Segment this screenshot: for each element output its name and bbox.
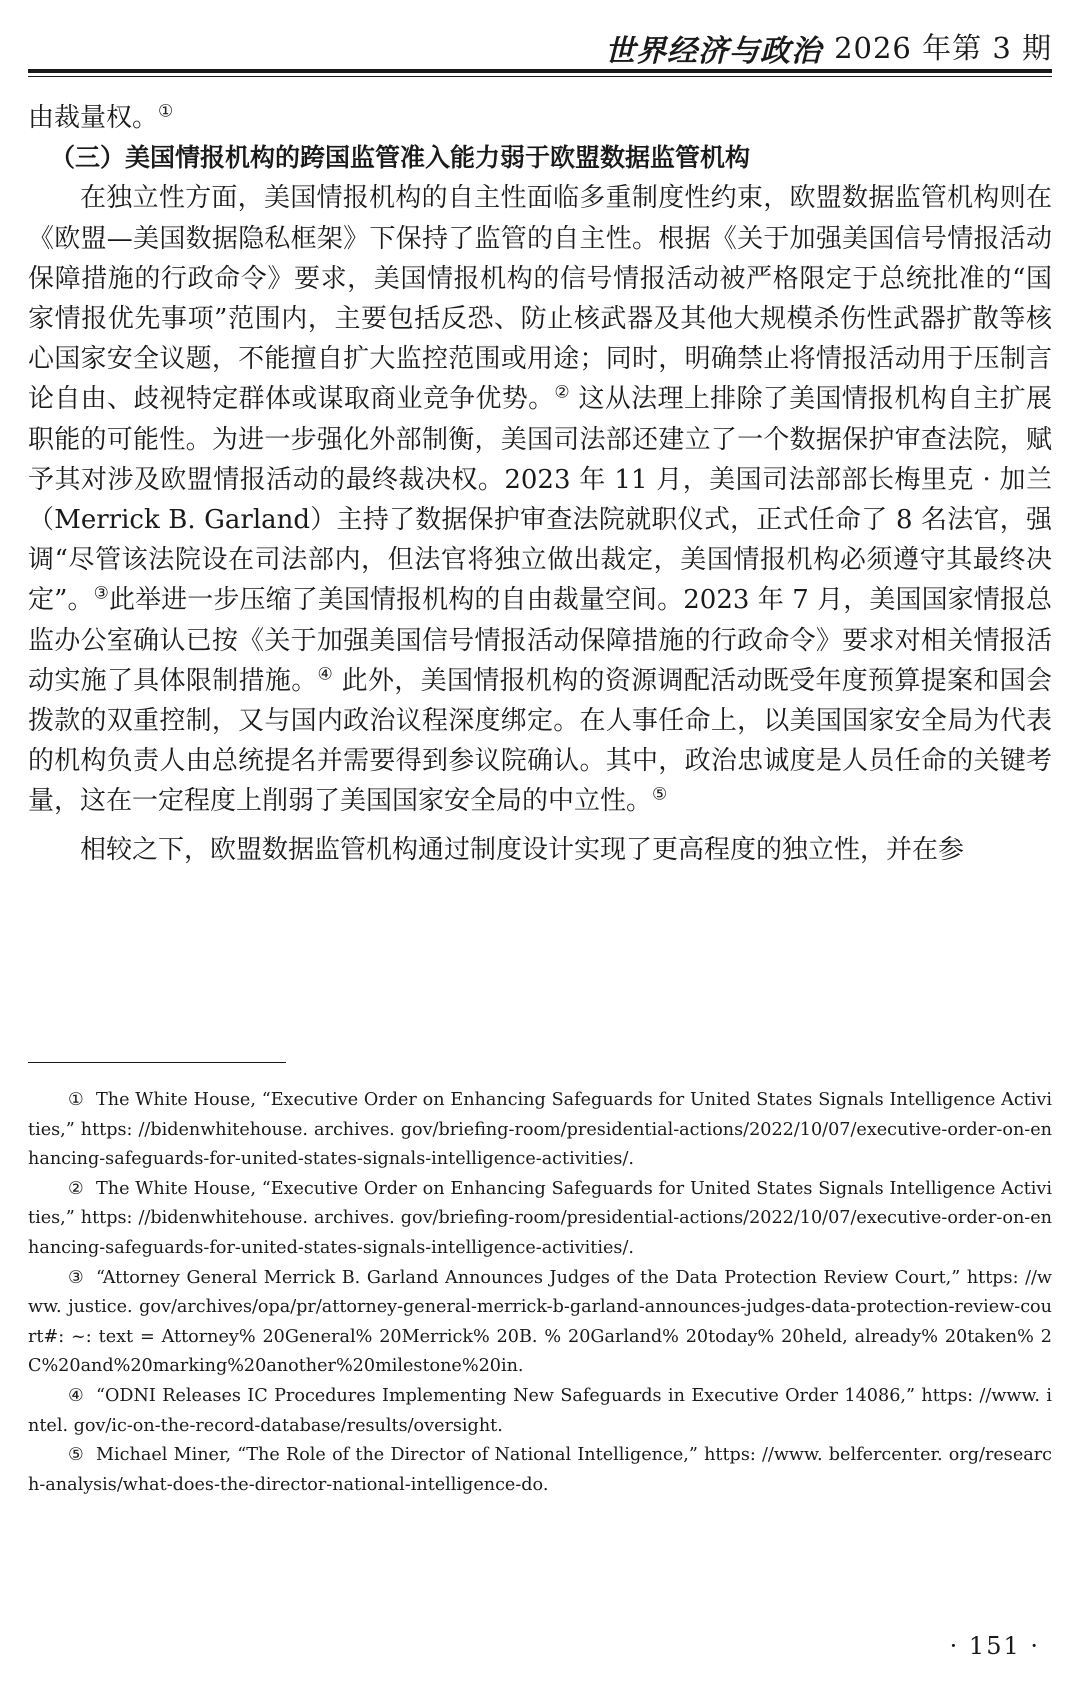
paragraph-continuation: 由裁量权。① xyxy=(28,101,174,133)
footnote-ref[interactable]: ① xyxy=(158,101,174,122)
footnote-ref[interactable]: ⑤ xyxy=(652,784,668,805)
paragraph: 相较之下，欧盟数据监管机构通过制度设计实现了更高程度的独立性，并在参 xyxy=(80,834,965,865)
footnote-ref[interactable]: ② xyxy=(554,382,570,403)
footnote-text: The White House, “Executive Order on Enhancing Safeguards for United States Signals Intelligence Activities,” https: //bidenwhitehouse. archives. gov/briefing-room/presidential-actions/2022/10/07/executive-order-on-enhancing-safeguards-for-united-states-signals-intelligence-activities/. xyxy=(28,1090,1052,1170)
footnote xyxy=(28,1175,1052,1264)
journal-title: 世界经济与政治 xyxy=(605,34,822,69)
page-number: · 151 · xyxy=(949,1632,1040,1660)
footnote-text: “Attorney General Merrick B. Garland Announces Judges of the Data Protection Review Court,” https: //www. justice. gov/archives/opa/pr/attorney-general-merrick-b-garland-announces-judges-data-protection-review-court#: ~: text = Attorney% 20General% 20Merrick% 20B. % 20Garland% 20today% 20held, already% 20taken% 2C%20and%20marking%20another%20milestone%20in. xyxy=(28,1267,1052,1377)
footnotes xyxy=(28,1086,1052,1500)
running-header xyxy=(28,18,1052,70)
footnote xyxy=(28,1086,1052,1175)
header-rule-thin xyxy=(28,76,1052,77)
paragraph: 在独立性方面，美国情报机构的自主性面临多重制度性约束，欧盟数据监管机构则在《欧盟—美国数据隐私框架》下保持了监管的自主性。根据《关于加强美国信号情报活动保障措施的行政命令》要求，美国情报机构的信号情报活动被严格限定于总统批准的“国家情报优先事项”范围内，主要包括反恐、防止核武器及其他大规模杀伤性武器扩散等核心国家安全议题，不能擅自扩大监控范围或用途；同时，明确禁止将情报活动用于压制言论自由、歧视特定群体或谋取商业竞争优势。② 这从法理上排除了美国情报机构自主扩展职能的可能性。为进一步强化外部制衡，美国司法部还建立了一个数据保护审查法院，赋予其对涉及欧盟情报活动的最终裁决权。2023 年 11 月，美国司法部部长梅里克 · 加兰（Merrick B. Garland）主持了数据保护审查法院就职仪式，正式任命了 8 名法官，强调“尽管该法院设在司法部内，但法官将独立做出裁定，美国情报机构必须遵守其最终决定”。③此举进一步压缩了美国情报机构的自由裁量空间。2023 年 7 月，美国国家情报总监办公室确认已按《关于加强美国信号情报活动保障措施的行政命令》要求对相关情报活动实施了具体限制措施。④ 此外，美国情报机构的资源调配活动既受年度预算提案和国会拨款的双重控制，又与国内政治议程深度绑定。在人事任命上，以美国国家安全局为代表的机构负责人由总统提名并需要得到参议院确认。其中，政治忠诚度是人员任命的关键考量，这在一定程度上削弱了美国国家安全局的中立性。⑤ xyxy=(28,183,1052,817)
footnote-number: ② xyxy=(68,1178,84,1199)
footnote-ref[interactable]: ③ xyxy=(93,583,109,604)
footnote xyxy=(28,1382,1052,1441)
footnote-separator xyxy=(28,1062,286,1063)
issue-label: 2026 年第 3 期 xyxy=(834,31,1052,65)
footnote-ref[interactable]: ④ xyxy=(317,664,334,685)
footnote xyxy=(28,1441,1052,1500)
footnote-number: ① xyxy=(68,1090,84,1110)
footnote-number: ⑤ xyxy=(68,1445,84,1466)
footnote xyxy=(28,1264,1052,1382)
footnote-text: “ODNI Releases IC Procedures Implementing New Safeguards in Executive Order 14086,” https: //www. intel. gov/ic-on-the-record-database/results/oversight. xyxy=(28,1385,1052,1436)
section-heading: （三）美国情报机构的跨国监管准入能力弱于欧盟数据监管机构 xyxy=(50,143,751,173)
footnote-text: Michael Miner, “The Role of the Director of National Intelligence,” https: //www. belfercenter. org/research-analysis/what-does-the-director-national-intelligence-do. xyxy=(28,1445,1052,1495)
footnote-number: ③ xyxy=(68,1267,84,1288)
footnote-text: The White House, “Executive Order on Enhancing Safeguards for United States Signals Intelligence Activities,” https: //bidenwhitehouse. archives. gov/briefing-room/presidential-actions/2022/10/07/executive-order-on-enhancing-safeguards-for-united-states-signals-intelligence-activities/. xyxy=(28,1178,1052,1258)
header-rule-thick xyxy=(28,69,1052,73)
body-text xyxy=(28,98,1052,870)
footnote-number: ④ xyxy=(68,1385,84,1406)
